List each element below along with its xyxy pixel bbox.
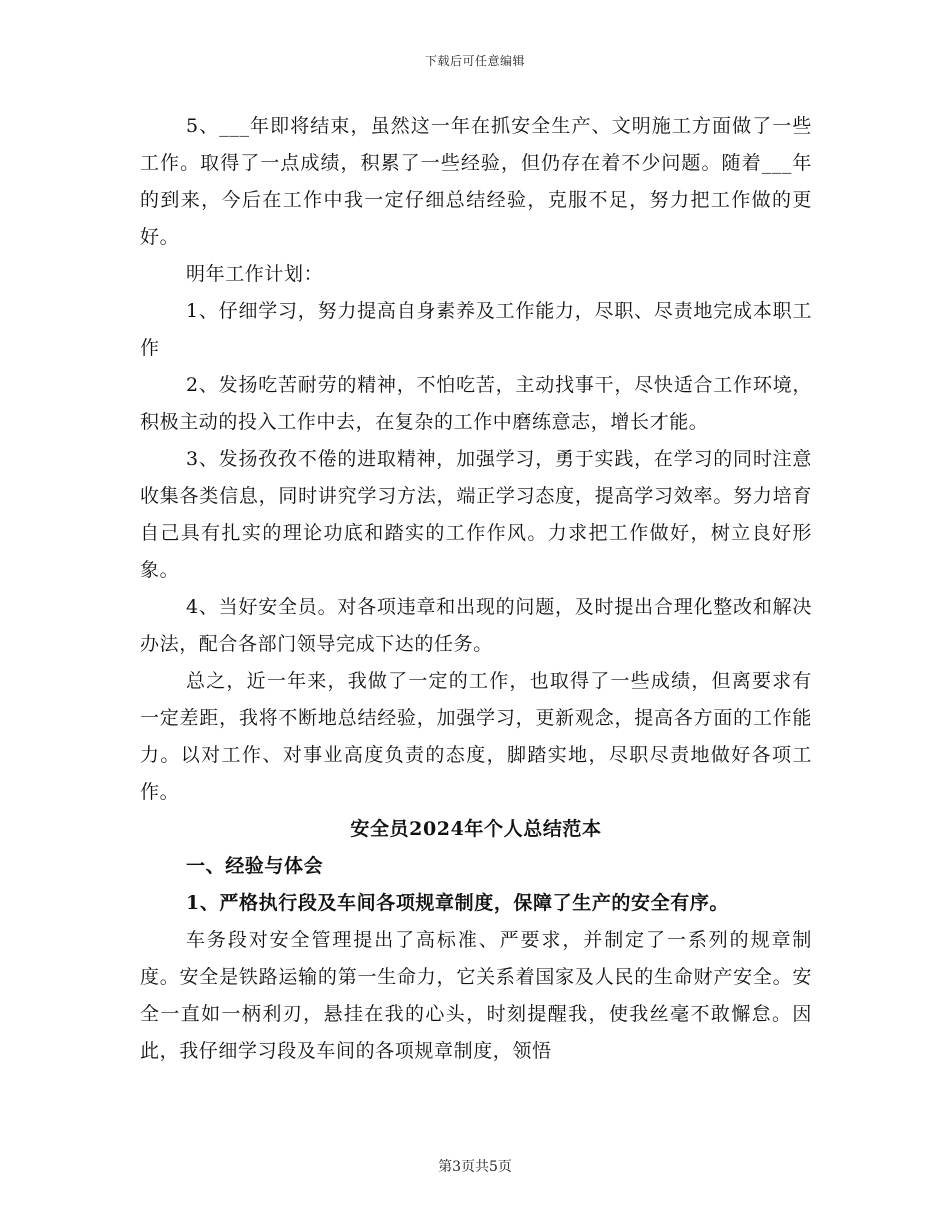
section-title: 安全员2024年个人总结范本: [350, 818, 602, 840]
section-heading-2: 1、严格执行段及车间各项规章制度，保障了生产的安全有序。: [186, 892, 730, 914]
section-body: 车务段对安全管理提出了高标准、严要求，并制定了一系列的规章制度。安全是铁路运输的第一生命力，它关系着国家及人民的生命财产安全。安全一直如一柄利刃，悬挂在我的心头，时刻提醒我，使我丝毫不敢懈怠。因此，我仔细学习段及车间的各项规章制度，领悟: [140, 929, 812, 1062]
document-body: [140, 108, 812, 1070]
section-heading-1: 一、经验与体会: [186, 855, 324, 877]
plan-item-4: 4、当好安全员。对各项违章和出现的问题，及时提出合理化整改和解决办法，配合各部门领导完成下达的任务。: [140, 596, 812, 655]
paragraph-5: 5、___年即将结束，虽然这一年在抓安全生产、文明施工方面做了一些工作。取得了一点成绩，积累了一些经验，但仍存在着不少问题。随着___年的到来，今后在工作中我一定仔细总结经验，克服不足，努力把工作做的更好。: [140, 115, 812, 248]
plan-item-2: 2、发扬吃苦耐劳的精神，不怕吃苦，主动找事干，尽快适合工作环境，积极主动的投入工作中去，在复杂的工作中磨练意志，增长才能。: [140, 374, 812, 433]
plan-label: 明年工作计划：: [186, 263, 324, 285]
summary-paragraph: 总之，近一年来，我做了一定的工作，也取得了一些成绩，但离要求有一定差距，我将不断地总结经验，加强学习，更新观念，提高各方面的工作能力。以对工作、对事业高度负责的态度，脚踏实地，尽职尽责地做好各项工作。: [140, 670, 812, 803]
page-footer: 第3页共5页: [438, 1159, 512, 1175]
page-header: 下载后可任意编辑: [424, 54, 525, 68]
plan-item-1: 1、仔细学习，努力提高自身素养及工作能力，尽职、尽责地完成本职工作: [140, 300, 812, 359]
plan-item-3: 3、发扬孜孜不倦的进取精神，加强学习，勇于实践，在学习的同时注意收集各类信息，同时讲究学习方法，端正学习态度，提高学习效率。努力培育自己具有扎实的理论功底和踏实的工作作风。力求把工作做好，树立良好形象。: [140, 448, 812, 581]
